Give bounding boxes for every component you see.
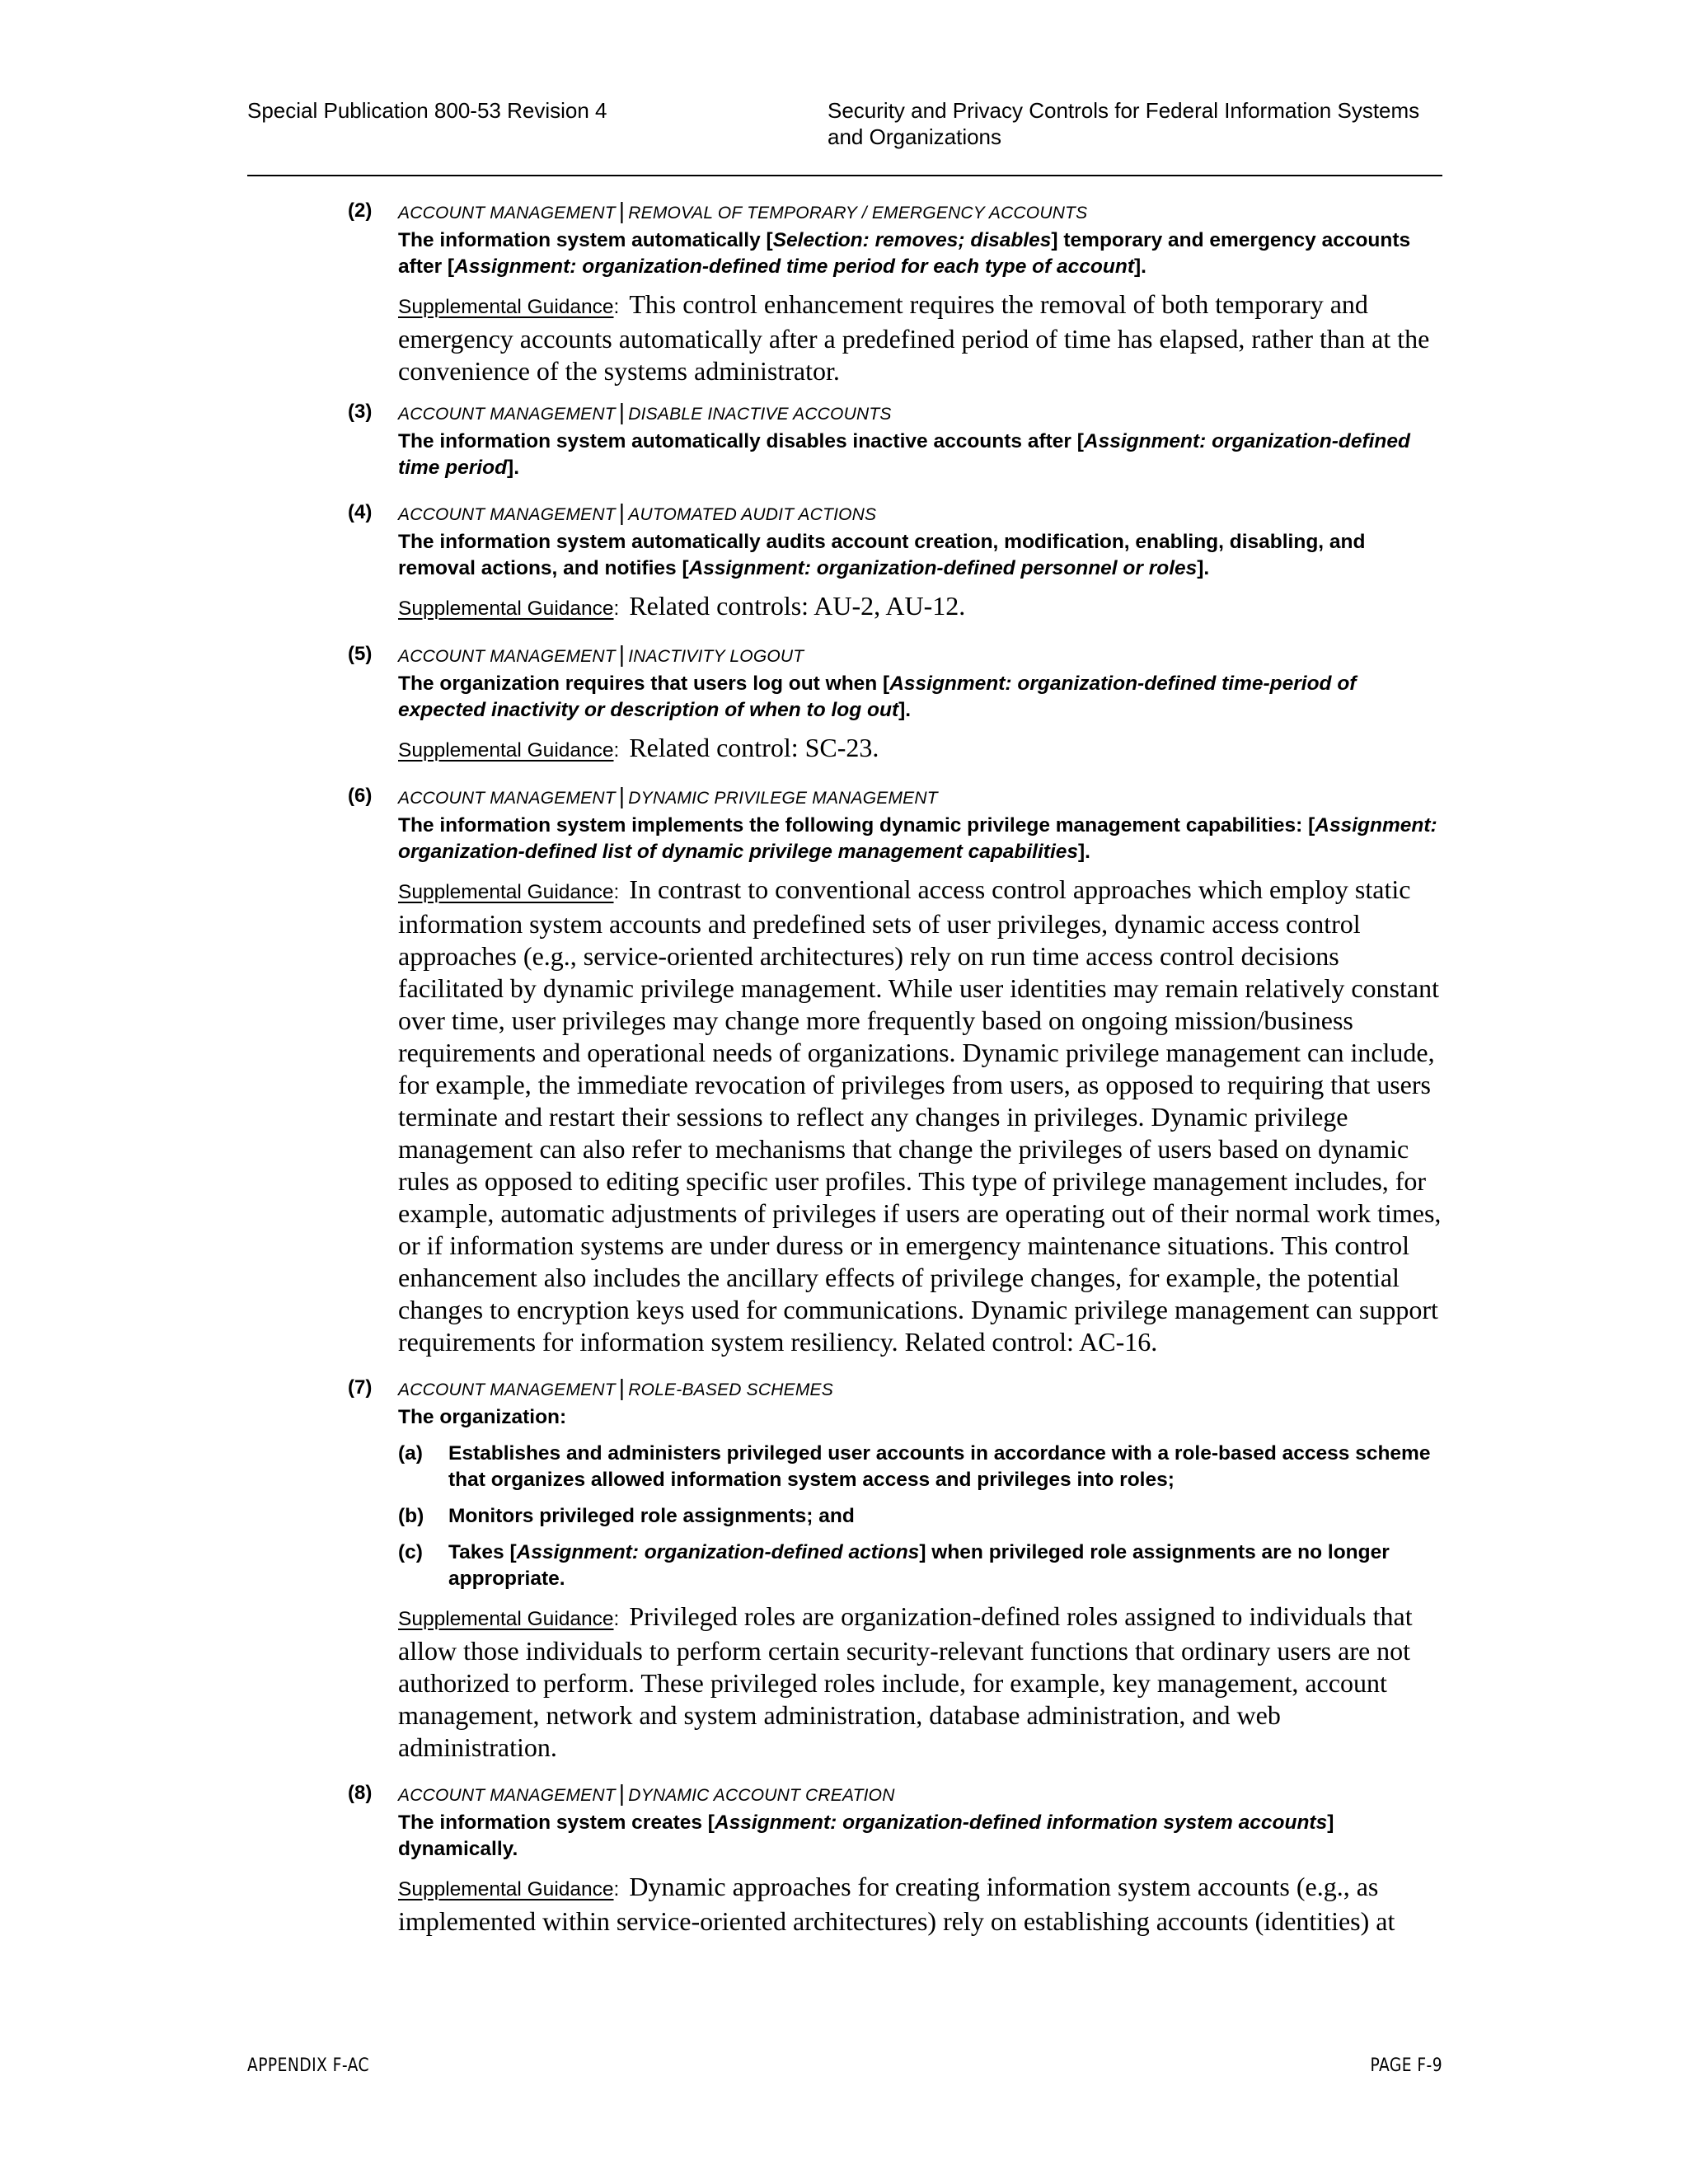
title-name: REMOVAL OF TEMPORARY / EMERGENCY ACCOUNTS <box>628 204 1088 223</box>
enhancement-title: ACCOUNT MANAGEMENT | DYNAMIC PRIVILEGE MANAGEMENT <box>398 783 938 808</box>
supplemental-guidance: Supplemental Guidance: Dynamic approaches for creating information system accounts (e.g., as implemented within service-oriented architectures) rely on establishing accounts (identities) at <box>398 1872 1395 1936</box>
sub-item-letter: (a) <box>398 1442 423 1465</box>
title-name: AUTOMATED AUDIT ACTIONS <box>628 505 877 524</box>
guidance-text: Dynamic approaches for creating information system accounts (e.g., as implemented within service-oriented architectures) rely on establishing accounts (identities) at <box>398 1872 1395 1936</box>
sub-item-letter: (b) <box>398 1505 424 1527</box>
title-prefix: ACCOUNT MANAGEMENT <box>398 405 616 424</box>
enhancement-number: (8) <box>348 1782 373 1804</box>
guidance-text: Privileged roles are organization-defined roles assigned to individuals that allow those individuals to perform certain security-relevant functions that ordinary users are not authorized to perform. These privileged roles include, for example, key management, account management, network and system administration, database administration, and web administration. <box>398 1601 1413 1762</box>
guidance-text: This control enhancement requires the removal of both temporary and emergency accounts automatically after a predefined period of time has elapsed, rather than at the convenience of the systems administrator. <box>398 289 1430 386</box>
supplemental-guidance-label: Supplemental Guidance <box>398 739 614 762</box>
header-title-line-2: and Organizations <box>828 124 1002 149</box>
footer-page-number: PAGE F-9 <box>1370 2055 1442 2076</box>
control-statement: The organization requires that users log out when [Assignment: organization-defined time-period of expected inactivity or description of when to log out]. <box>398 673 1357 721</box>
title-prefix: ACCOUNT MANAGEMENT <box>398 1380 616 1399</box>
supplemental-guidance-label: Supplemental Guidance <box>398 1608 614 1630</box>
title-prefix: ACCOUNT MANAGEMENT <box>398 1786 616 1805</box>
enhancement-title: ACCOUNT MANAGEMENT | INACTIVITY LOGOUT <box>398 641 804 667</box>
supplemental-guidance: Supplemental Guidance: In contrast to conventional access control approaches which employ static information system accounts and predefined sets of user privileges, dynamic access control approaches (e.g., service-oriented architectures) rely on run time access control decisions facilitated by dynamic privilege management. While user identities may remain relatively constant over time, user privileges may change more frequently based on ongoing mission/business requirements and operational needs of organizations. Dynamic privilege management can include, for example, the immediate revocation of privileges from users, as opposed to requiring that users terminate and restart their sessions to reflect any changes in privileges. Dynamic privilege management can also refer to mechanisms that change the privileges of users based on dynamic rules as opposed to editing specific user profiles. This type of privilege management includes, for example, automatic adjustments of privileges if users are operating out of their normal work times, or if information systems are under duress or in emergency maintenance situations. This control enhancement also includes the ancillary effects of privilege changes, for example, the potential changes to encryption keys used for communications. Dynamic privilege management can support requirements for information system resiliency. Related control: AC-16. <box>398 874 1442 1357</box>
title-name: DYNAMIC PRIVILEGE MANAGEMENT <box>628 789 938 808</box>
enhancement-title: ACCOUNT MANAGEMENT | DISABLE INACTIVE ACCOUNTS <box>398 399 892 424</box>
supplemental-guidance-label: Supplemental Guidance <box>398 1878 614 1900</box>
enhancement-number: (5) <box>348 643 373 665</box>
title-name: DYNAMIC ACCOUNT CREATION <box>628 1786 895 1805</box>
enhancement-3 <box>247 399 1442 481</box>
enhancement-8 <box>247 1780 1442 1938</box>
supplemental-guidance: Supplemental Guidance: Privileged roles are organization-defined roles assigned to individuals that allow those individuals to perform certain security-relevant functions that ordinary users are not authorized to perform. These privileged roles include, for example, key management, account management, network and system administration, database administration, and web administration. <box>398 1601 1413 1762</box>
supplemental-guidance-label: Supplemental Guidance <box>398 598 614 620</box>
document-body <box>247 198 1442 1938</box>
enhancement-title: ACCOUNT MANAGEMENT | AUTOMATED AUDIT ACTIONS <box>398 499 877 525</box>
sub-item-a: (a) Establishes and administers privileged user accounts in accordance with a role-based access scheme that organizes allowed information system access and privileges into roles; <box>398 1442 1431 1491</box>
sub-item-b: (b) Monitors privileged role assignments; and <box>398 1503 1442 1530</box>
header-divider <box>247 175 1442 176</box>
control-statement: The information system automatically audits account creation, modification, enabling, disabling, and removal actions, and notifies [Assignment: organization-defined personnel or roles]. <box>398 531 1366 579</box>
guidance-text: Related controls: AU-2, AU-12. <box>629 591 966 621</box>
enhancement-number: (3) <box>348 401 373 423</box>
title-prefix: ACCOUNT MANAGEMENT <box>398 505 616 524</box>
control-statement: The organization: <box>398 1406 567 1428</box>
footer-appendix: APPENDIX F-AC <box>247 2055 369 2076</box>
supplemental-guidance: Supplemental Guidance: Related control: SC-23. <box>398 733 879 762</box>
sub-item-letter: (c) <box>398 1541 423 1563</box>
enhancement-5 <box>247 641 1442 766</box>
header-title-line-1: Security and Privacy Controls for Federal Information Systems <box>828 98 1420 123</box>
enhancement-number: (6) <box>348 785 373 807</box>
enhancement-7 <box>247 1375 1442 1764</box>
title-prefix: ACCOUNT MANAGEMENT <box>398 204 616 223</box>
enhancement-2 <box>247 198 1442 387</box>
supplemental-guidance-label: Supplemental Guidance <box>398 881 614 903</box>
title-name: ROLE-BASED SCHEMES <box>628 1380 833 1399</box>
header-publication: Special Publication 800-53 Revision 4 <box>247 98 607 123</box>
guidance-text: Related control: SC-23. <box>629 733 879 762</box>
title-prefix: ACCOUNT MANAGEMENT <box>398 789 616 808</box>
title-prefix: ACCOUNT MANAGEMENT <box>398 647 616 666</box>
control-statement: The information system implements the following dynamic privilege management capabilities: [Assignment: organization-defined list of dynamic privilege management capabilities]. <box>398 814 1437 863</box>
title-name: DISABLE INACTIVE ACCOUNTS <box>628 405 892 424</box>
enhancement-title: ACCOUNT MANAGEMENT | REMOVAL OF TEMPORARY / EMERGENCY ACCOUNTS <box>398 198 1088 223</box>
enhancement-number: (7) <box>348 1376 373 1399</box>
supplemental-guidance-label: Supplemental Guidance <box>398 296 614 318</box>
supplemental-guidance: Supplemental Guidance: Related controls: AU-2, AU-12. <box>398 591 966 621</box>
header-document-title <box>828 97 1454 150</box>
title-name: INACTIVITY LOGOUT <box>628 647 804 666</box>
enhancement-title: ACCOUNT MANAGEMENT | ROLE-BASED SCHEMES <box>398 1375 833 1400</box>
enhancement-4 <box>247 499 1442 625</box>
control-statement: The information system automatically [Selection: removes; disables] temporary and emergency accounts after [Assignment: organization-defined time period for each type of account]. <box>398 229 1411 278</box>
control-statement: The information system creates [Assignment: organization-defined information system accounts] dynamically. <box>398 1811 1334 1860</box>
enhancement-number: (2) <box>348 199 373 222</box>
enhancement-6 <box>247 783 1442 1358</box>
control-statement: The information system automatically disables inactive accounts after [Assignment: organization-defined time period]. <box>398 430 1410 479</box>
enhancement-number: (4) <box>348 501 373 523</box>
sub-item-c: (c) Takes [Assignment: organization-defined actions] when privileged role assignments are no longer appropriate. <box>398 1541 1390 1590</box>
guidance-text: In contrast to conventional access control approaches which employ static information system accounts and predefined sets of user privileges, dynamic access control approaches (e.g., service-oriented architectures) rely on run time access control decisions facilitated by dynamic privilege management. While user identities may remain relatively constant over time, user privileges may change more frequently based on ongoing mission/business requirements and operational needs of organizations. Dynamic privilege management can include, for example, the immediate revocation of privileges from users, as opposed to requiring that users terminate and restart their sessions to reflect any changes in privileges. Dynamic privilege management can also refer to mechanisms that change the privileges of users based on dynamic rules as opposed to editing specific user profiles. This type of privilege management includes, for example, automatic adjustments of privileges if users are operating out of their normal work times, or if information systems are under duress or in emergency maintenance situations. This control enhancement also includes the ancillary effects of privilege changes, for example, the potential changes to encryption keys used for communications. Dynamic privilege management can support requirements for information system resiliency. Related control: AC-16. <box>398 874 1442 1357</box>
supplemental-guidance: Supplemental Guidance: This control enhancement requires the removal of both temporary and emergency accounts automatically after a predefined period of time has elapsed, rather than at the convenience of the systems administrator. <box>398 289 1430 386</box>
enhancement-title: ACCOUNT MANAGEMENT | DYNAMIC ACCOUNT CREATION <box>398 1780 895 1806</box>
